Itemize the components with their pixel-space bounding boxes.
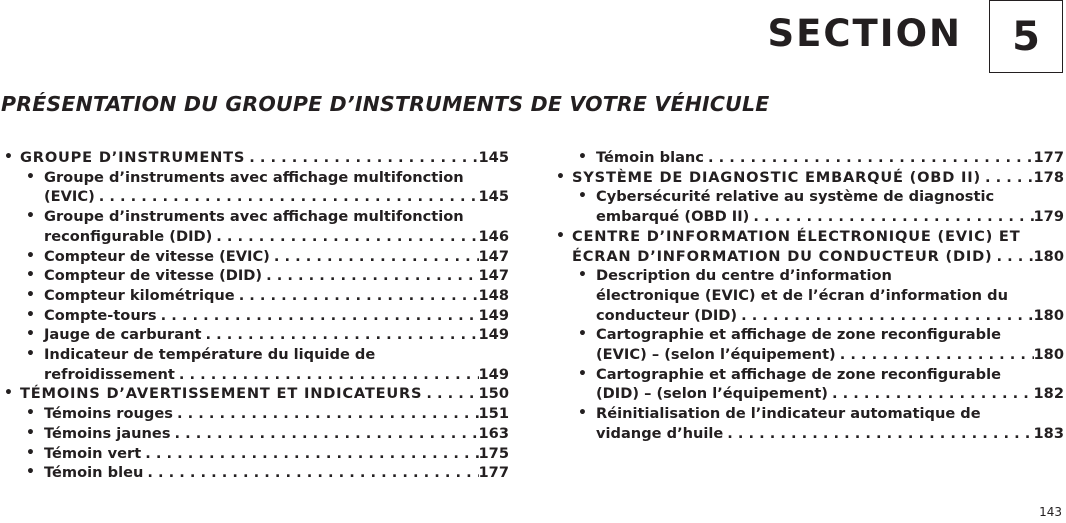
toc-entry-text: Compte-tours [44, 306, 157, 324]
toc-entry-line [44, 463, 509, 483]
toc-entry-text: Témoin bleu [44, 464, 144, 482]
toc-entry-text: Cybersécurité relative au système de diagnostic [596, 188, 995, 206]
toc-subsection-entry[interactable] [4, 325, 509, 345]
toc-column-right [556, 148, 1064, 444]
toc-entry-line [44, 266, 509, 286]
toc-page-number: 180 [1033, 247, 1064, 265]
toc-subsection-entry[interactable] [4, 306, 509, 326]
toc-entry-line [44, 424, 509, 444]
toc-section-entry[interactable] [4, 384, 509, 404]
toc-entry-text: vidange d’huile [596, 424, 724, 442]
toc-subsection-entry[interactable] [4, 168, 509, 207]
bullet-icon: • [26, 346, 35, 363]
dot-leader [981, 168, 1034, 188]
dot-leader [95, 187, 479, 207]
page-number: 143 [1039, 505, 1062, 519]
toc-entry-line [572, 168, 1064, 188]
toc-section-entry[interactable] [556, 227, 1064, 266]
toc-entry-text: embarqué (OBD II) [596, 208, 750, 226]
toc-page-number: 183 [1033, 424, 1064, 442]
toc-entry-text: Réinitialisation de l’indicateur automatique de [596, 405, 981, 423]
toc-page-number: 147 [478, 247, 509, 265]
toc-entry-line [20, 148, 509, 168]
toc-page-number: 151 [478, 405, 509, 423]
toc-entry-text: électronique (EVIC) et de l’écran d’information du [596, 286, 1008, 304]
bullet-icon: • [556, 227, 565, 244]
section-number: 5 [1012, 13, 1040, 60]
dot-leader [175, 365, 479, 385]
bullet-icon: • [578, 365, 587, 382]
toc-entry-text: Indicateur de température du liquide de [44, 346, 376, 364]
toc-page-number: 149 [478, 365, 509, 383]
dot-leader [828, 384, 1034, 404]
toc-page-number: 180 [1033, 346, 1064, 364]
toc-subsection-entry[interactable] [4, 207, 509, 246]
toc-entry-line [44, 325, 509, 345]
toc-page-number: 177 [478, 464, 509, 482]
toc-entry-text: GROUPE D’INSTRUMENTS [20, 149, 246, 166]
bullet-icon: • [578, 267, 587, 284]
toc-page-number: 150 [478, 385, 509, 403]
bullet-icon: • [26, 267, 35, 284]
section-label: SECTION [767, 12, 962, 55]
toc-entry-text: ÉCRAN D’INFORMATION DU CONDUCTEUR (DID) [572, 247, 993, 265]
dot-leader [235, 286, 479, 306]
toc-entry-line [44, 187, 509, 207]
toc-entry-text: Cartographie et affichage de zone reconfigurable [596, 326, 1001, 344]
toc-entry-text: (EVIC) [44, 188, 95, 206]
dot-leader [171, 424, 479, 444]
toc-entry-line [596, 345, 1064, 365]
toc-entry-line [596, 404, 1064, 424]
toc-entry-line [44, 404, 509, 424]
toc-subsection-entry[interactable] [4, 404, 509, 424]
toc-page-number: 163 [478, 424, 509, 442]
toc-subsection-entry[interactable] [4, 345, 509, 384]
bullet-icon: • [26, 168, 35, 185]
toc-page-number: 182 [1033, 385, 1064, 403]
dot-leader [143, 463, 478, 483]
bullet-icon: • [578, 326, 587, 343]
toc-entry-text: Témoin blanc [596, 149, 704, 166]
toc-subsection-entry[interactable] [4, 247, 509, 267]
toc-page-number: 146 [478, 227, 509, 245]
bullet-icon: • [556, 168, 565, 185]
toc-page-number: 179 [1033, 208, 1064, 226]
toc-entry-text: CENTRE D’INFORMATION ÉLECTRONIQUE (EVIC) ET [572, 227, 1021, 245]
dot-leader [270, 247, 479, 267]
toc-subsection-entry[interactable] [4, 463, 509, 483]
bullet-icon: • [4, 385, 13, 402]
toc-entry-line [572, 247, 1064, 267]
toc-entry-text: Témoin vert [44, 444, 142, 462]
toc-subsection-entry[interactable] [556, 266, 1064, 325]
toc-page-number: 180 [1033, 306, 1064, 324]
dot-leader [723, 424, 1033, 444]
toc-subsection-entry[interactable] [4, 266, 509, 286]
dot-leader [173, 404, 479, 424]
toc-page-number: 149 [478, 326, 509, 344]
toc-page-number: 145 [478, 149, 509, 166]
toc-entry-line [44, 227, 509, 247]
bullet-icon: • [26, 405, 35, 422]
toc-subsection-entry[interactable] [556, 187, 1064, 226]
bullet-icon: • [26, 444, 35, 461]
toc-entry-text: refroidissement [44, 365, 175, 383]
toc-entry-text: Jauge de carburant [44, 326, 202, 344]
toc-entry-line [596, 207, 1064, 227]
toc-entry-line [596, 266, 1064, 286]
dot-leader [141, 444, 478, 464]
toc-entry-line [44, 207, 509, 227]
toc-entry-text: Groupe d’instruments avec affichage multifonction [44, 208, 464, 226]
toc-entry-line [44, 286, 509, 306]
toc-entry-line [596, 148, 1064, 168]
toc-page-number: 177 [1033, 149, 1064, 166]
toc-subsection-entry[interactable] [4, 286, 509, 306]
toc-entry-text: Compteur kilométrique [44, 286, 235, 304]
dot-leader [245, 148, 478, 168]
toc-subsection-entry[interactable] [4, 444, 509, 464]
toc-page-number: 145 [478, 188, 509, 206]
bullet-icon: • [578, 149, 587, 165]
toc-page-number: 149 [478, 306, 509, 324]
toc-subsection-entry[interactable] [556, 325, 1064, 364]
dot-leader [212, 227, 478, 247]
toc-entry-line [44, 345, 509, 365]
toc-subsection-entry[interactable] [556, 148, 1064, 168]
toc-section-entry[interactable] [556, 168, 1064, 188]
toc-entry-line [596, 424, 1064, 444]
toc-entry-text: Témoins jaunes [44, 424, 171, 442]
toc-entry-line [44, 444, 509, 464]
toc-entry-line [596, 384, 1064, 404]
toc-section-entry[interactable] [4, 148, 509, 168]
toc-entry-line [44, 247, 509, 267]
toc-entry-line [44, 168, 509, 188]
toc-entry-text: Groupe d’instruments avec affichage multifonction [44, 168, 464, 186]
bullet-icon: • [26, 326, 35, 343]
dot-leader [993, 247, 1034, 267]
toc-entry-text: (EVIC) – (selon l’équipement) [596, 346, 836, 364]
toc-subsection-entry[interactable] [4, 424, 509, 444]
toc-subsection-entry[interactable] [556, 404, 1064, 443]
bullet-icon: • [26, 464, 35, 481]
toc-entry-line [572, 227, 1064, 247]
section-number-box [989, 0, 1063, 73]
toc-entry-text: Compteur de vitesse (DID) [44, 267, 263, 285]
bullet-icon: • [26, 208, 35, 225]
toc-entry-text: Témoins rouges [44, 405, 173, 423]
chapter-title: PRÉSENTATION DU GROUPE D’INSTRUMENTS DE VOTRE VÉHICULE [1, 92, 770, 116]
toc-entry-line [596, 365, 1064, 385]
toc-entry-text: Description du centre d’information [596, 267, 892, 285]
dot-leader [201, 325, 478, 345]
toc-entry-line [596, 187, 1064, 207]
dot-leader [157, 306, 479, 326]
dot-leader [704, 148, 1034, 168]
toc-entry-line [596, 325, 1064, 345]
toc-entry-text: Compteur de vitesse (EVIC) [44, 247, 270, 265]
bullet-icon: • [26, 424, 35, 441]
toc-page-number: 175 [478, 444, 509, 462]
toc-entry-text: SYSTÈME DE DIAGNOSTIC EMBARQUÉ (OBD II) [572, 168, 981, 186]
toc-entry-line [596, 286, 1064, 306]
toc-page-number: 148 [478, 286, 509, 304]
toc-entry-text: reconfigurable (DID) [44, 227, 213, 245]
bullet-icon: • [578, 405, 587, 422]
toc-entry-text: conducteur (DID) [596, 306, 738, 324]
dot-leader [737, 306, 1033, 326]
toc-page-number: 178 [1033, 168, 1064, 186]
dot-leader [749, 207, 1033, 227]
toc-entry-line [44, 306, 509, 326]
bullet-icon: • [578, 188, 587, 205]
bullet-icon: • [26, 306, 35, 323]
toc-entry-line [20, 384, 509, 404]
bullet-icon: • [26, 247, 35, 264]
bullet-icon: • [26, 286, 35, 303]
toc-entry-line [596, 306, 1064, 326]
toc-column-left [4, 148, 509, 483]
toc-page-number: 147 [478, 267, 509, 285]
dot-leader [836, 345, 1034, 365]
bullet-icon: • [4, 149, 13, 165]
toc-entry-line [44, 365, 509, 385]
toc-entry-text: TÉMOINS D’AVERTISSEMENT ET INDICATEURS [20, 385, 423, 403]
dot-leader [262, 266, 478, 286]
toc-entry-text: Cartographie et affichage de zone reconfigurable [596, 365, 1001, 383]
dot-leader [422, 384, 478, 404]
toc-entry-text: (DID) – (selon l’équipement) [596, 385, 828, 403]
toc-subsection-entry[interactable] [556, 365, 1064, 404]
